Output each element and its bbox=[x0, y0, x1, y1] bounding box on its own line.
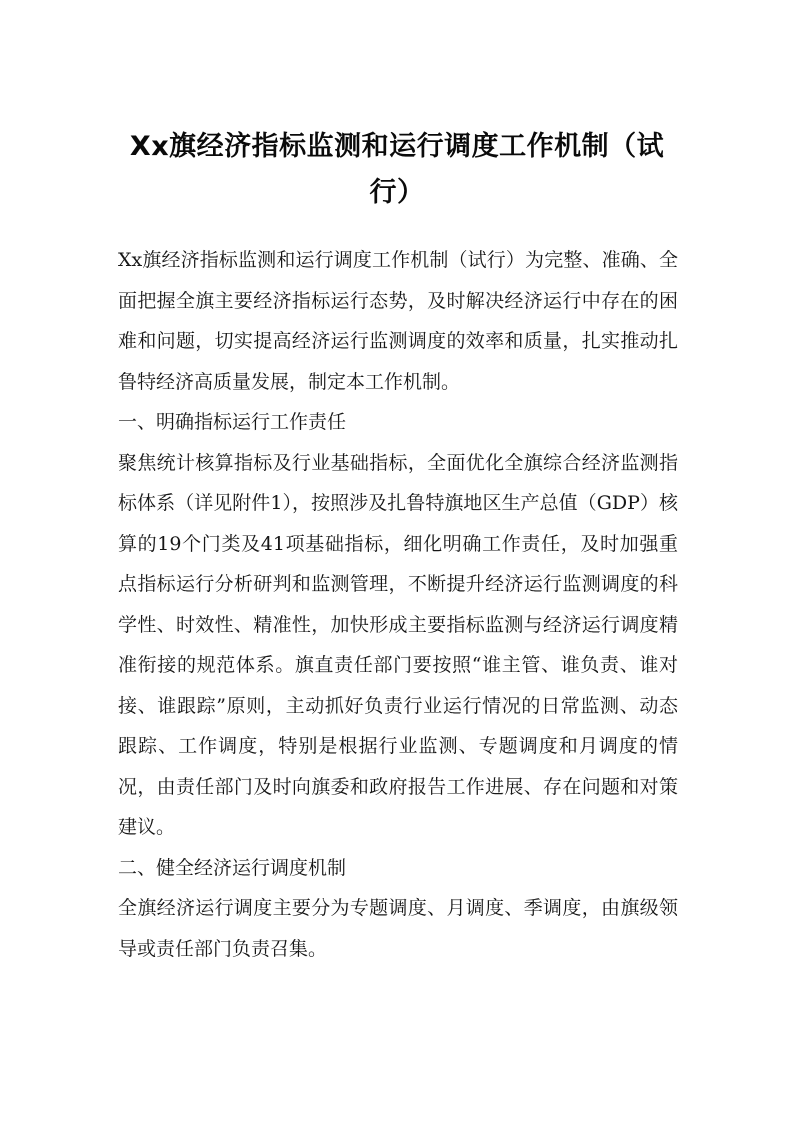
section-2-paragraph: 全旗经济运行调度主要分为专题调度、月调度、季调度，由旗级领导或责任部门负责召集。 bbox=[118, 897, 678, 960]
section-1-paragraph: 聚焦统计核算指标及行业基础指标，全面优化全旗综合经济监测指标体系（详见附件1），按照涉及扎鲁特旗地区生产总值（GDP）核算的19个门类及41项基础指标，细化明确工作责任，及时加强重点指标运行分析研判和监测管理，不断提升经济运行监测调度的科学性、时效性、精准性，加快形成主要指标监测与经济运行调度精准衔接的规范体系。旗直责任部门要按照“谁主管、谁负责、谁对接、谁跟踪”原则，主动抓好负责行业运行情况的日常监测、动态跟踪、工作调度，特别是根据行业监测、专题调度和月调度的情况，由责任部门及时向旗委和政府报告工作进展、存在问题和对策建议。 bbox=[118, 451, 678, 838]
section-1-heading: 一、明确指标运行工作责任 bbox=[118, 411, 347, 433]
intro-paragraph: Xx旗经济指标监测和运行调度工作机制（试行）为完整、准确、全面把握全旗主要经济指标运行态势，及时解决经济运行中存在的困难和问题，切实提高经济运行监测调度的效率和质量，扎实推动扎鲁特经济高质量发展，制定本工作机制。 bbox=[118, 249, 678, 393]
section-2-heading: 二、健全经济运行调度机制 bbox=[118, 856, 347, 879]
document-title: Xx旗经济指标监测和运行调度工作机制（试行） bbox=[129, 131, 665, 208]
document-body bbox=[118, 240, 678, 969]
